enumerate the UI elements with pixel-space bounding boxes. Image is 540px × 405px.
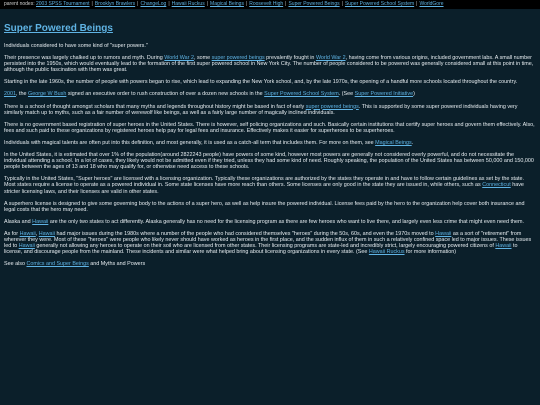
parent-node-link[interactable]: ChangeLog <box>140 1 167 7</box>
article-paragraph <box>4 201 536 213</box>
article-text: There is a school of thought amongst scholars that many myths and legends throughout history might be based in fact of early <box>4 103 306 110</box>
article-text: prevalently fought in <box>264 55 316 62</box>
article-text: to license, and discourage people from the mainland. These incidents and similar were what helped bring about licensing organizations in every state. (See <box>4 243 518 256</box>
article-text: signed an executive order to rush construction of over a dozen new schools in the <box>66 91 265 98</box>
parent-node-link[interactable]: Hawaii Ruckus <box>171 1 205 7</box>
article-link[interactable]: World War 2 <box>164 55 194 62</box>
link-separator: | <box>206 1 209 7</box>
article-text: as a sort of "retirement" from wherever they were. Most of these "heroes" were people who likely never should have worked as heroes in the first place, and the sudden influx of them in such a relatively confined space led to major issues. These issues led to <box>4 230 532 250</box>
article-link[interactable]: Connecticut <box>482 182 511 189</box>
article-text: are the only two states to act differently. Alaska generally has no need for the licensing program as there are few heroes who want to live there, and largely even less crime that might even need them. <box>48 218 524 225</box>
parent-node-link[interactable]: Roosevelt High <box>249 1 284 7</box>
article-text: , <box>35 230 39 237</box>
article-text: In the United States, it is estimated that over 1% of the population(around 2822243 people) have powers of some kind, however most powers are generally not considered overly powerful, and do not necessitate the individual attending a school. In a lot of cases, they likely would not be admitted even if they tried, unless they had some kind of need. Roughly speaking, the population of the United States has between 50,000 and 150,000 people between the ages of 13 and 18 who may qualify for, or otherwise need access to these schools. <box>4 152 534 171</box>
article-link[interactable]: Comics and Super Beings <box>26 261 89 268</box>
article-link[interactable]: Magical Beings <box>375 139 412 146</box>
article-text: Alaska and <box>4 218 33 225</box>
article-text: ) <box>413 91 415 98</box>
article-text: , some <box>193 55 212 62</box>
article-paragraph <box>4 43 536 49</box>
article-text: . (See <box>338 91 355 98</box>
link-separator: | <box>285 1 287 7</box>
article-link[interactable]: World War 2 <box>315 55 346 62</box>
article-paragraph <box>4 104 536 116</box>
article-body <box>4 43 536 267</box>
article-link[interactable]: Hawaii <box>18 243 35 250</box>
article-paragraph <box>4 55 536 73</box>
article-text: , having come from various origins, included government labs. A small number persisted into the 1950s, which would eventually lead to the formation of the first super powered school in New York City. The number of people considered to be powered was generally considered small at this point in time, although the public fascination with them was great. <box>4 55 534 74</box>
article-text: There is no government based registration of super heroes in the United States. There is however, self policing organizations and such. Basically certain institutions that certify super heroes and govern them effectively. Also, fees and such paid to these organizations by registered heroes help pay for legal fees and insurance. Effectively makes it easier for superheroes to be superheroes. <box>4 121 535 134</box>
article-paragraph <box>4 219 536 225</box>
article-text: . This is supported by some super powered individuals having very similarly match up to myths, such as a fair number of werewolf like beings, as well as a fairly large number of magically inclined individuals. <box>4 103 518 116</box>
article-link[interactable]: Hawaii <box>38 230 55 237</box>
article-text: See also <box>4 261 27 268</box>
parent-node-link[interactable]: Super Powered School System <box>344 1 415 7</box>
article-text: Starting in the late 1960s, the number of people with powers began to rise, which lead to expanding the New York school, and, by the late 1970s, the opening of a handful more schools located throughout the country. <box>4 79 518 86</box>
article-link[interactable]: Hawaii <box>32 218 49 225</box>
article-link[interactable]: super powered beings <box>211 55 265 62</box>
article-text: for more information) <box>404 249 457 256</box>
article-text: Individuals considered to have some kind of "super powers." <box>4 43 148 49</box>
parent-node-link[interactable]: Magical Beings <box>210 1 244 7</box>
link-separator: | <box>137 1 139 7</box>
parent-nodes-links <box>36 1 444 7</box>
article-link[interactable]: Hawaii <box>19 230 36 237</box>
article-paragraph <box>4 122 536 134</box>
article-text: Their presence was largely chalked up to rumors and myth. During <box>4 55 165 62</box>
parent-nodes-bar <box>0 0 540 9</box>
article-paragraph <box>4 176 536 194</box>
link-separator: | <box>416 1 418 7</box>
article-text: Individuals with magical talents are often put into this definition, and most generally, it is used as a catch-all term that includes them. For more on them, see <box>4 139 376 146</box>
article-text: , the <box>16 91 28 98</box>
article-paragraph <box>4 231 536 255</box>
link-separator: | <box>91 1 93 7</box>
article-link[interactable]: Hawaii <box>495 243 512 250</box>
parent-node-link[interactable]: 2003 SPSS Tournament <box>35 1 90 7</box>
link-separator: | <box>341 1 343 7</box>
article-text: Typically in the United States, "Super heroes" are licensed with a licensing organization. Typically these organizations are authorized by the states they operate in and have to follow certain guidelines as set by the state. Most states require a license to operate as a powered individual in. Some state licenses have more reach than others. Some licenses are only good in the state they are issued in, while others, such as <box>4 176 525 189</box>
article-link[interactable]: Super Powered School System <box>264 91 339 98</box>
parent-node-link[interactable]: Super Powered Beings <box>288 1 340 7</box>
article-text: A superhero license is designed to give some governing body to the actions of a super hero, as well as help insure the powered individual. License fees paid by the hero to the organization help cover both insurance and legal costs that the hero may need. <box>4 200 525 213</box>
article-link[interactable]: super powered beings <box>305 103 359 110</box>
article-text: had major issues during the 1980s where a number of the people who had considered themselves "heroes" during the 50s, 60s, and even the 1970s moved to <box>54 230 436 237</box>
article-link[interactable]: 2001 <box>4 91 16 98</box>
page-title[interactable]: Super Powered Beings <box>4 23 113 34</box>
article-text: and Myths and Powers <box>88 261 146 268</box>
parent-node-link[interactable]: Brooklyn Brawlers <box>94 1 136 7</box>
article-paragraph <box>4 261 536 267</box>
parent-nodes-label: parent nodes: <box>4 1 35 7</box>
link-separator: | <box>245 1 248 7</box>
article-text: have stricter licensing laws, and their licenses are valid in other states. <box>4 182 524 195</box>
article-link[interactable]: Super Powered Initiative <box>354 91 414 98</box>
article-link[interactable]: George W Bush <box>28 91 67 98</box>
parent-node-link[interactable]: WorldGore <box>419 1 444 7</box>
article-link[interactable]: Hawaii Ruckus <box>368 249 405 256</box>
article-paragraph <box>4 140 536 146</box>
article-paragraph <box>4 152 536 170</box>
article-paragraph <box>4 79 536 85</box>
article-text: . <box>411 139 414 146</box>
article-paragraph <box>4 91 536 97</box>
article-text: generally not allowing any heroes to operate on their soil who are licensed from other states. Their licensing programs are state-led and incredibly strict, largely encouraging powered citizens of <box>34 243 496 250</box>
article-link[interactable]: Hawaii <box>435 230 452 237</box>
article-text: As for <box>4 230 20 237</box>
link-separator: | <box>168 1 170 7</box>
page-content <box>0 9 540 267</box>
